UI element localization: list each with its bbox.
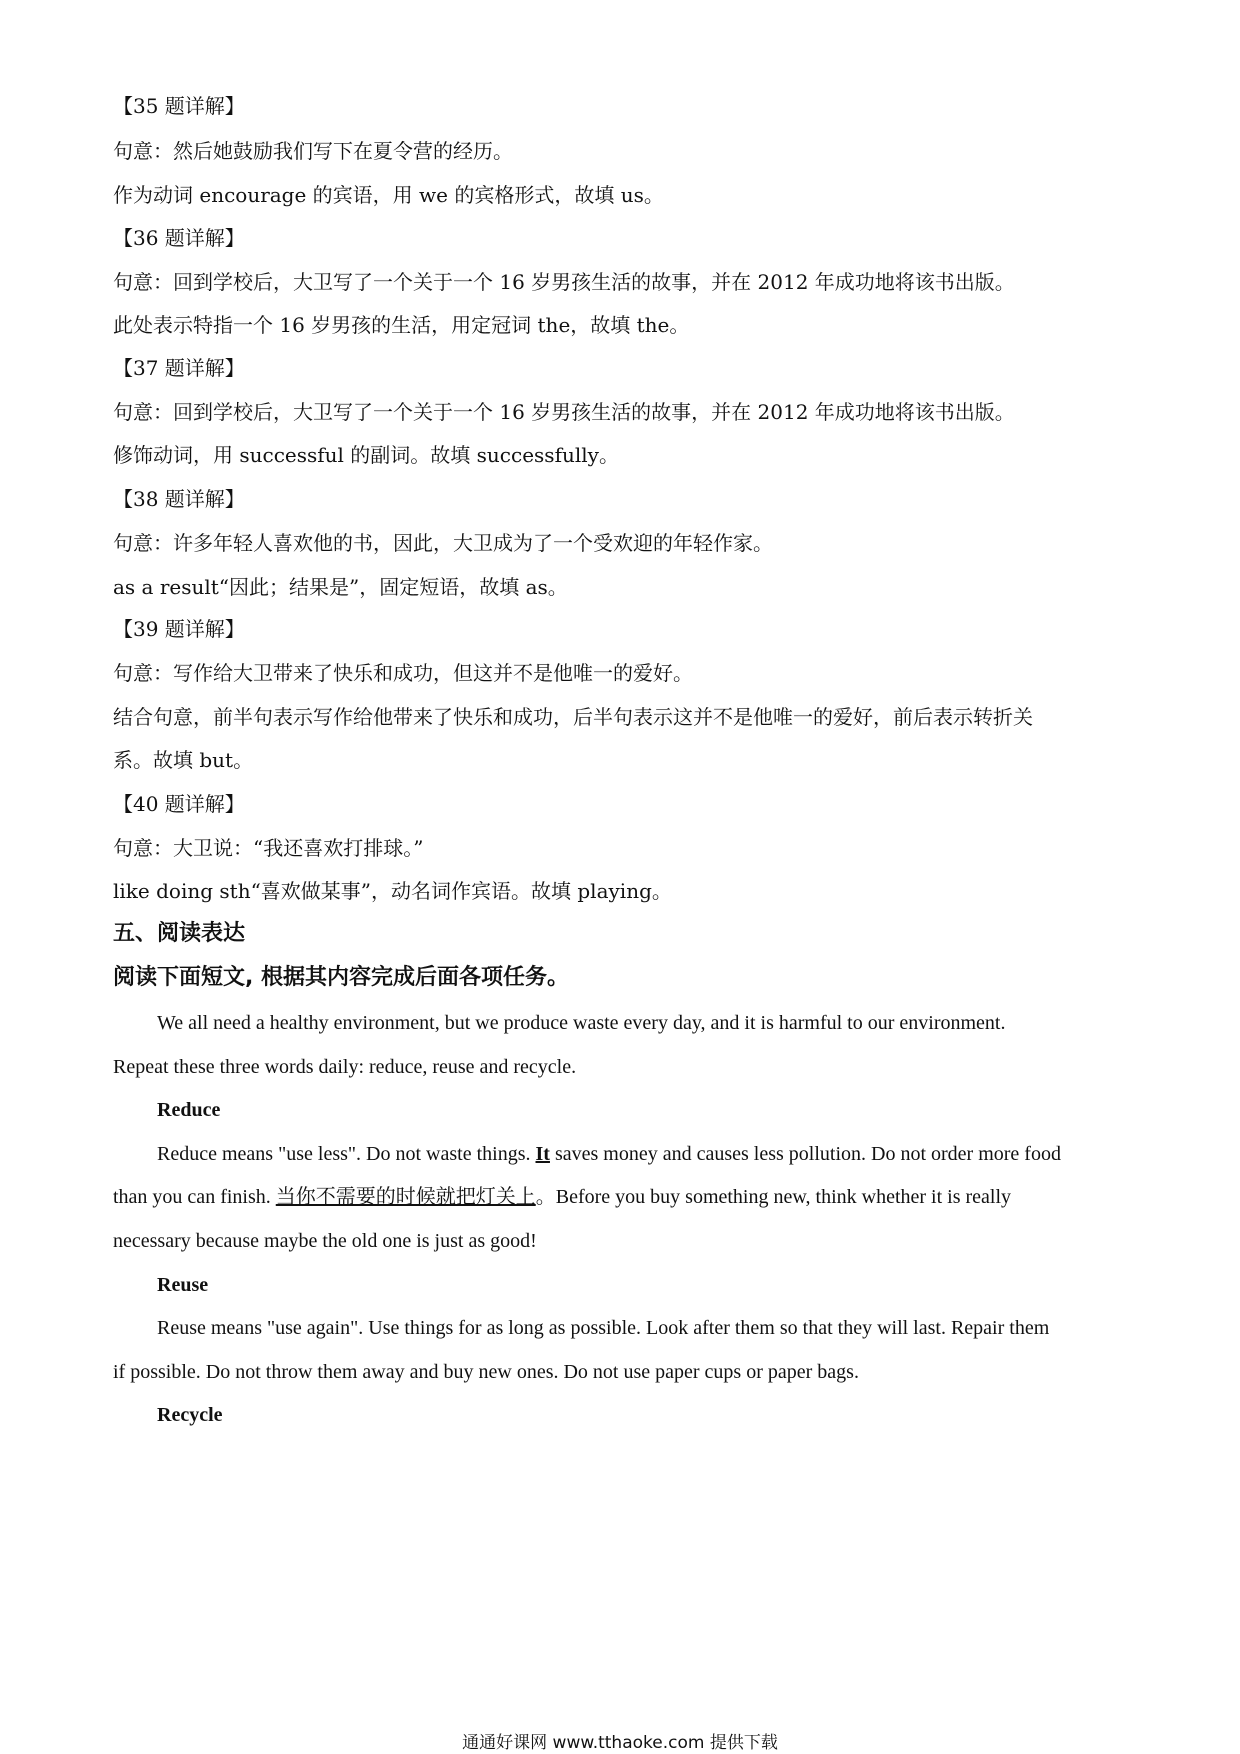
reuse-heading: Reuse — [157, 1274, 209, 1296]
section-35-explain: 作为动词 encourage 的宾语，用 we 的宾格形式，故填 us。 — [113, 183, 664, 207]
section-36-explain: 此处表示特指一个 16 岁男孩的生活，用定冠词 the，故填 the。 — [113, 313, 690, 337]
instruction: 阅读下面短文, 根据其内容完成后面各项任务。 — [113, 965, 570, 990]
section-37-meaning: 句意：回到学校后，大卫写了一个关于一个 16 岁男孩生活的故事，并在 2012 年成功地将该书出版。 — [113, 400, 1015, 424]
passage-intro-line-2: Repeat these three words daily: reduce, reuse and recycle. — [113, 1056, 577, 1078]
section-40-head: 【40 题详解】 — [113, 792, 245, 816]
section-39-explain-cont: 系。故填 but。 — [113, 748, 254, 772]
section-35-meaning: 句意：然后她鼓励我们写下在夏令营的经历。 — [113, 139, 513, 163]
reduce-it-word: It — [535, 1143, 550, 1165]
section-39-head: 【39 题详解】 — [113, 617, 245, 641]
passage-intro-line-1: We all need a healthy environment, but we produce waste every day, and it is harmful to our environment. — [157, 1012, 1006, 1034]
section-39-explain: 结合句意，前半句表示写作给他带来了快乐和成功，后半句表示这并不是他唯一的爱好，前后表示转折关 — [113, 705, 1033, 729]
reuse-line-2: if possible. Do not throw them away and buy new ones. Do not use paper cups or paper bags. — [113, 1361, 859, 1383]
section-37-head: 【37 题详解】 — [113, 356, 245, 380]
reduce-chinese-underlined: 当你不需要的时候就把灯关上 — [275, 1186, 536, 1208]
reduce-line-2 — [113, 1183, 1133, 1211]
section-38-head: 【38 题详解】 — [113, 487, 245, 511]
section-39-meaning: 句意：写作给大卫带来了快乐和成功，但这并不是他唯一的爱好。 — [113, 661, 693, 685]
reuse-line-1: Reuse means "use again". Use things for as long as possible. Look after them so that they will last. Repair them — [157, 1317, 1050, 1339]
reduce-heading: Reduce — [157, 1099, 221, 1121]
reduce-line-2-a: than you can finish. — [113, 1186, 276, 1208]
recycle-heading: Recycle — [157, 1404, 223, 1426]
section-37-explain: 修饰动词，用 successful 的副词。故填 successfully。 — [113, 443, 619, 467]
reduce-line-1 — [157, 1140, 1177, 1168]
part-title: 五、阅读表达 — [113, 921, 246, 946]
section-40-explain: like doing sth“喜欢做某事”，动名词作宾语。故填 playing。 — [113, 879, 672, 903]
section-38-meaning: 句意：许多年轻人喜欢他的书，因此，大卫成为了一个受欢迎的年轻作家。 — [113, 531, 773, 555]
reduce-line-1-a: Reduce means "use less". Do not waste things. — [157, 1143, 536, 1165]
reduce-line-1-b: saves money and causes less pollution. Do not order more food — [549, 1143, 1061, 1165]
page-footer: 通通好课网 www.tthaoke.com 提供下载 — [462, 1733, 778, 1753]
section-38-explain: as a result“因此；结果是”，固定短语，故填 as。 — [113, 575, 568, 599]
reduce-line-3: necessary because maybe the old one is just as good! — [113, 1230, 537, 1252]
reduce-line-2-b: 。Before you buy something new, think whether it is really — [535, 1186, 1012, 1208]
section-40-meaning: 句意：大卫说：“我还喜欢打排球。” — [113, 836, 424, 860]
section-36-meaning: 句意：回到学校后，大卫写了一个关于一个 16 岁男孩生活的故事，并在 2012 年成功地将该书出版。 — [113, 270, 1015, 294]
section-36-head: 【36 题详解】 — [113, 226, 245, 250]
section-35-head: 【35 题详解】 — [113, 94, 245, 118]
